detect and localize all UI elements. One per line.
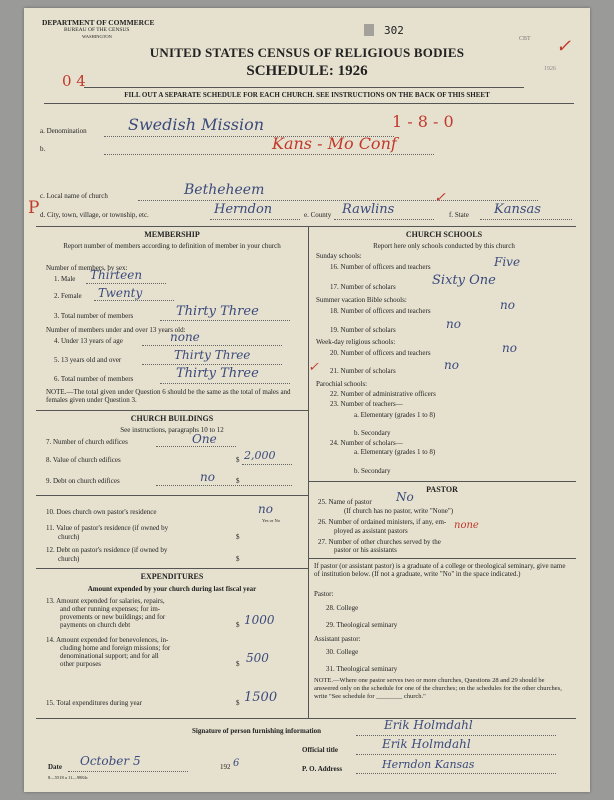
membership-title: MEMBERSHIP bbox=[144, 230, 200, 239]
total-members-2-label: 6. Total number of members bbox=[54, 375, 134, 383]
county-label: e. County bbox=[304, 211, 332, 219]
q26-line-1: 26. Number of ordained ministers, if any, em- bbox=[318, 518, 447, 526]
corner-number: 1926 bbox=[544, 66, 556, 72]
state-value: Kansas bbox=[494, 202, 541, 217]
q26-value: none bbox=[454, 520, 479, 531]
address-value: Herndon Kansas bbox=[382, 758, 475, 771]
form-code: 8—5518 a 11—9884c bbox=[48, 775, 88, 780]
q26-line-2: ployed as assistant pastors bbox=[334, 527, 408, 535]
q21-value: no bbox=[444, 358, 459, 372]
year-digit: 6 bbox=[233, 758, 240, 769]
assistant-subheader: Assistant pastor: bbox=[314, 635, 361, 643]
age-header: Number of members under and over 13 years old: bbox=[46, 326, 186, 334]
washington-label: WASHINGTON bbox=[82, 34, 112, 39]
denomination-code: 1 - 8 - 0 bbox=[392, 112, 454, 131]
q20-value: no bbox=[502, 341, 517, 355]
address-label: P. O. Address bbox=[302, 765, 343, 773]
membership-intro: Report number of members according to definition of member in your church bbox=[63, 242, 281, 250]
q23-secondary: b. Secondary bbox=[354, 429, 391, 437]
buildings-title: CHURCH BUILDINGS bbox=[130, 414, 214, 423]
corner-check-icon: ✓ bbox=[556, 36, 572, 57]
county-value: Rawlins bbox=[342, 202, 395, 217]
margin-mark: P bbox=[28, 198, 40, 218]
under-13-value: none bbox=[170, 330, 200, 344]
pastor-note: NOTE.—Where one pastor serves two or more churches, Questions 28 and 29 should be answered only on the schedule for one of the churches; on the schedules for the other churches, write "See schedule for ________ church." bbox=[314, 677, 562, 700]
dollar-sign: $ bbox=[236, 477, 240, 485]
official-title-value: Erik Holmdahl bbox=[382, 737, 471, 751]
q31-label: 31. Theological seminary bbox=[326, 665, 398, 673]
department-label: DEPARTMENT OF COMMERCE bbox=[42, 18, 155, 27]
male-label: 1. Male bbox=[54, 275, 76, 283]
q27-line-2: pastor or his assistants bbox=[334, 546, 397, 554]
q14-line-2: cluding home and foreign missions; for bbox=[60, 644, 171, 652]
q25-sub: (If church has no pastor, write "None") bbox=[344, 507, 454, 515]
over-13-label: 5. 13 years old and over bbox=[54, 356, 122, 364]
q16-label: 16. Number of officers and teachers bbox=[330, 263, 431, 271]
q23-label: 23. Number of teachers— bbox=[330, 400, 403, 408]
date-value: October 5 bbox=[80, 754, 141, 768]
dollar-sign: $ bbox=[236, 456, 240, 464]
q16-value: Five bbox=[494, 255, 521, 269]
q20-label: 20. Number of officers and teachers bbox=[330, 349, 431, 357]
q12-label-1: 12. Debt on pastor's residence (if owned by bbox=[46, 546, 168, 554]
official-title-label: Official title bbox=[302, 746, 338, 754]
schedule-title: SCHEDULE: 1926 bbox=[246, 63, 368, 79]
corner-mark: CBT bbox=[519, 36, 531, 42]
q14-value: 500 bbox=[246, 651, 269, 665]
q21-label: 21. Number of scholars bbox=[330, 367, 396, 375]
schools-title: CHURCH SCHOOLS bbox=[405, 230, 483, 239]
state-label: f. State bbox=[449, 211, 469, 219]
q10-value: no bbox=[258, 502, 273, 516]
county-check-icon: ✓ bbox=[434, 190, 446, 206]
q13-line-1: 13. Amount expended for salaries, repairs, bbox=[46, 597, 165, 605]
q13-line-4: payments on church debt bbox=[60, 621, 131, 629]
city-value: Herndon bbox=[214, 202, 273, 217]
dollar-sign: $ bbox=[236, 533, 240, 541]
bureau-label: BUREAU OF THE CENSUS bbox=[64, 27, 130, 33]
census-schedule-page bbox=[24, 8, 590, 792]
q19-label: 19. Number of scholars bbox=[330, 326, 396, 334]
signature-label: Signature of person furnishing information bbox=[192, 727, 321, 735]
denomination-label: a. Denomination bbox=[40, 127, 87, 135]
q24-label: 24. Number of scholars— bbox=[330, 439, 403, 447]
q12-label-2: church) bbox=[58, 555, 80, 563]
q24-secondary: b. Secondary bbox=[354, 467, 391, 475]
total-members-label: 3. Total number of members bbox=[54, 312, 134, 320]
female-value: Twenty bbox=[98, 286, 143, 300]
male-value: Thirteen bbox=[90, 268, 143, 282]
q25-value: No bbox=[396, 490, 414, 504]
q13-value: 1000 bbox=[244, 613, 275, 627]
q22-label: 22. Number of administrative officers bbox=[330, 390, 436, 398]
q14-line-1: 14. Amount expended for benevolences, in- bbox=[46, 636, 169, 644]
q7-label: 7. Number of church edifices bbox=[46, 438, 128, 446]
local-name-label: c. Local name of church bbox=[40, 192, 108, 200]
local-name-value: Betheheem bbox=[184, 182, 265, 198]
buildings-instr: See instructions, paragraphs 10 to 12 bbox=[120, 426, 224, 434]
city-label: d. City, town, village, or township, etc. bbox=[40, 211, 149, 219]
graduate-note: If pastor (or assistant pastor) is a graduate of a college or theological seminary, give name of institution below. (If not a graduate, write "No" in the space indicated.) bbox=[314, 562, 566, 578]
q18-label: 18. Number of officers and teachers bbox=[330, 307, 431, 315]
date-label: Date bbox=[48, 763, 62, 771]
sunday-header: Sunday schools: bbox=[316, 252, 362, 260]
q17-label: 17. Number of scholars bbox=[330, 283, 396, 291]
dollar-sign: $ bbox=[236, 699, 240, 707]
dollar-sign: $ bbox=[236, 660, 240, 668]
q28-label: 28. College bbox=[326, 604, 359, 612]
q9-value: no bbox=[200, 470, 215, 484]
q10-sub: Yes or No bbox=[262, 518, 281, 523]
q10-label: 10. Does church own pastor's residence bbox=[46, 508, 157, 516]
over-13-value: Thirty Three bbox=[174, 348, 251, 362]
hand-code: 0 4 bbox=[62, 72, 86, 90]
q15-label: 15. Total expenditures during year bbox=[46, 699, 142, 707]
expenditures-intro: Amount expended by your church during last fiscal year bbox=[87, 585, 257, 593]
under-13-label: 4. Under 13 years of age bbox=[54, 337, 123, 345]
parochial-header: Parochial schools: bbox=[316, 380, 368, 388]
pastor-subheader: Pastor: bbox=[314, 590, 334, 598]
female-label: 2. Female bbox=[54, 292, 82, 300]
q24-elementary: a. Elementary (grades 1 to 8) bbox=[354, 448, 436, 456]
form-title: UNITED STATES CENSUS OF RELIGIOUS BODIES bbox=[149, 45, 465, 60]
year-prefix: 192 bbox=[220, 763, 231, 771]
by-sex-label: Number of members, by sex: bbox=[46, 264, 128, 272]
total-members-value: Thirty Three bbox=[176, 304, 259, 319]
summer-header: Summer vacation Bible schools: bbox=[316, 296, 407, 304]
q25-label: 25. Name of pastor bbox=[318, 498, 372, 506]
q19-value: no bbox=[446, 317, 461, 331]
pastor-title: PASTOR bbox=[426, 485, 458, 494]
stamp-mark-icon bbox=[364, 24, 374, 36]
q17-value: Sixty One bbox=[432, 273, 496, 288]
q14-line-4: other purposes bbox=[60, 660, 102, 668]
q11-label-1: 11. Value of pastor's residence (if owned by bbox=[46, 524, 169, 532]
dollar-sign: $ bbox=[236, 621, 240, 629]
total-members-2-value: Thirty Three bbox=[176, 366, 259, 381]
membership-note: NOTE.—The total given under Question 6 should be the same as the total of males and females given under Question 3. bbox=[46, 388, 291, 404]
conference-value: Kans - Mo Conf bbox=[272, 134, 397, 153]
q13-line-3: provements or new buildings; and for bbox=[60, 613, 166, 621]
stamp-number: 302 bbox=[384, 24, 404, 37]
q13-line-2: and other running expenses; for im- bbox=[60, 605, 161, 613]
q18-value: no bbox=[500, 298, 515, 312]
expenditures-title: EXPENDITURES bbox=[140, 572, 204, 581]
q21-check-icon: ✓ bbox=[308, 360, 319, 375]
q11-label-2: church) bbox=[58, 533, 80, 541]
q8-label: 8. Value of church edifices bbox=[46, 456, 121, 464]
q9-label: 9. Debt on church edifices bbox=[46, 477, 120, 485]
q7-value: One bbox=[192, 432, 217, 446]
dollar-sign: $ bbox=[236, 555, 240, 563]
q8-value: 2,000 bbox=[244, 449, 276, 462]
q15-value: 1500 bbox=[244, 690, 278, 705]
q29-label: 29. Theological seminary bbox=[326, 621, 398, 629]
instruction-line: FILL OUT A SEPARATE SCHEDULE FOR EACH CHURCH. SEE INSTRUCTIONS ON THE BACK OF THIS SHEET bbox=[124, 91, 490, 99]
weekday-header: Week-day religious schools: bbox=[316, 338, 396, 346]
schools-intro: Report here only schools conducted by this church bbox=[373, 242, 515, 250]
q14-line-3: denominational support; and for all bbox=[60, 652, 159, 660]
b-label: b. bbox=[40, 145, 46, 153]
denomination-value: Swedish Mission bbox=[128, 115, 265, 134]
q30-label: 30. College bbox=[326, 648, 359, 656]
q27-line-1: 27. Number of other churches served by the bbox=[318, 538, 441, 546]
signature-value: Erik Holmdahl bbox=[384, 718, 473, 732]
q23-elementary: a. Elementary (grades 1 to 8) bbox=[354, 411, 436, 419]
